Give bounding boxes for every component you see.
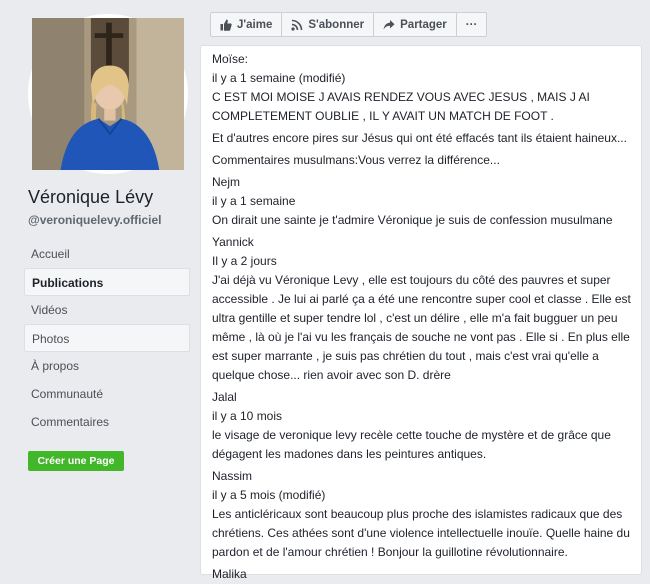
post-content-panel <box>200 45 642 581</box>
post-paragraph: Et d'autres encore pires sur Jésus qui ont été effacés tant ils étaient haineux... <box>212 131 627 145</box>
page-sidebar <box>0 0 200 568</box>
like-button-label: J'aime <box>237 18 273 31</box>
nav-item-videos[interactable]: Vidéos <box>31 303 68 317</box>
nav-item-accueil[interactable]: Accueil <box>31 247 70 261</box>
comment-timestamp: il y a 1 semaine <box>212 194 296 208</box>
profile-picture[interactable] <box>28 14 188 174</box>
post-intro-author: Moïse: <box>212 52 249 66</box>
share-button-label: Partager <box>400 18 447 31</box>
comment-text: Les anticléricaux sont beaucoup plus proche des islamistes radicaux que des chrétiens. Ces athées sont d'une violence intellectuelle inouïe. Quelle haine du pardon et de l'amour chrétien ! Bonjour la guillotine révolutionnaire. <box>212 507 630 559</box>
nav-item-publications[interactable]: Publications <box>24 268 190 296</box>
nav-item-photos[interactable]: Photos <box>24 324 190 352</box>
subscribe-button-label: S'abonner <box>308 18 365 31</box>
comment-text: J'ai déjà vu Véronique Levy , elle est toujours du côté des pauvres et super accessible . Je lui ai parlé ça a été une rencontre super cool et classe . Elle est ultra gentille et super tendre lol , c'est un délire , elle m'a fait bugguer un peu même , là où je l'ai vu les français de souche ne vont pas . Elle si . En plus elle est super marrante , je suis pas chrétien du tout , mais c'est vrai qu'elle a quelque chose... rien avoir avec son D. drère <box>212 273 631 382</box>
thumbs-up-icon <box>220 19 232 31</box>
comment-timestamp: il y a 10 mois <box>212 409 283 423</box>
comment-author: Jalal <box>212 390 237 404</box>
nav-item-a-propos[interactable]: À propos <box>31 359 80 373</box>
post-intro-timestamp: il y a 1 semaine (modifié) <box>212 71 346 85</box>
comment-author: Nassim <box>212 469 253 483</box>
rss-feed-icon <box>291 19 303 31</box>
subscribe-button[interactable] <box>281 12 374 37</box>
create-page-button[interactable]: Créer une Page <box>28 451 124 471</box>
comment-text: le visage de veronique levy recèle cette touche de mystère et de grâce que dégagent les madones dans les peintures antiques. <box>212 428 611 461</box>
comment-timestamp: Il y a 2 jours <box>212 254 277 268</box>
comment-author: Malika <box>212 567 247 581</box>
page-navigation <box>24 240 190 436</box>
more-options-icon: ··· <box>465 18 478 31</box>
share-button[interactable] <box>373 12 457 37</box>
like-button[interactable] <box>210 12 282 37</box>
comment-author: Nejm <box>212 175 241 189</box>
post-intro-text: C EST MOI MOISE J AVAIS RENDEZ VOUS AVEC JESUS , MAIS J AI COMPLETEMENT OUBLIE , IL Y AVAIT UN MATCH DE FOOT . <box>212 90 590 123</box>
comment-author: Yannick <box>212 235 254 249</box>
page-action-toolbar <box>210 12 486 37</box>
comment-timestamp: il y a 5 mois (modifié) <box>212 488 326 502</box>
page-username[interactable]: @veroniquelevy.officiel <box>28 213 162 227</box>
profile-photo-image <box>32 18 184 170</box>
more-options-button[interactable] <box>456 12 488 37</box>
page-title[interactable]: Véronique Lévy <box>28 187 154 207</box>
post-paragraph: Commentaires musulmans:Vous verrez la différence... <box>212 153 500 167</box>
share-arrow-icon <box>383 19 395 31</box>
comment-text: On dirait une sainte je t'admire Véronique je suis de confession musulmane <box>212 213 613 227</box>
nav-item-communaute[interactable]: Communauté <box>31 387 104 401</box>
nav-item-commentaires[interactable]: Commentaires <box>31 415 110 429</box>
